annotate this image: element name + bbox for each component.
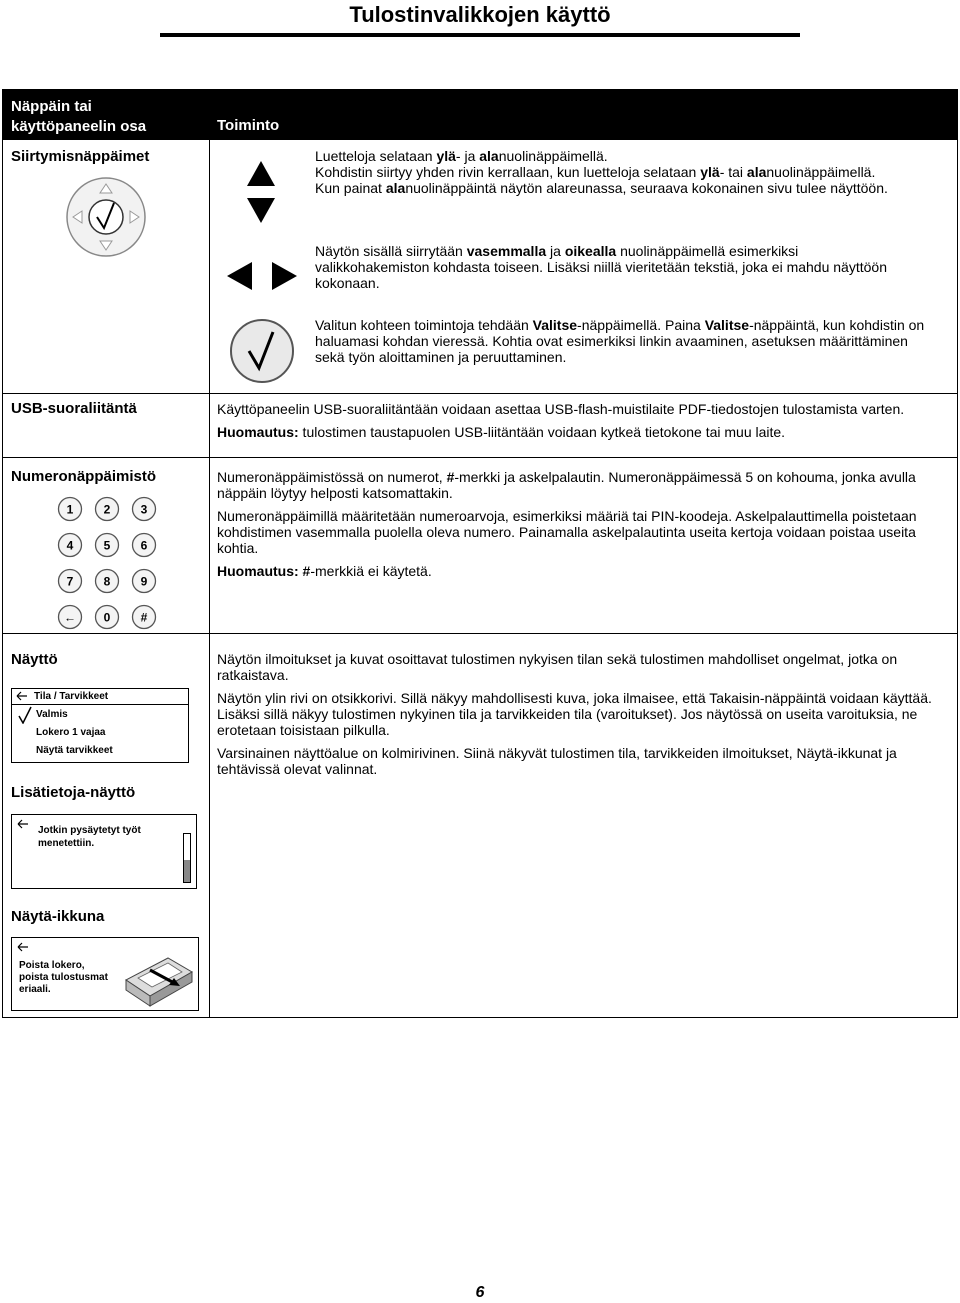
- page-number: 6: [475, 1284, 485, 1301]
- key-4: [57, 532, 83, 558]
- key-7: [57, 568, 83, 594]
- key-hash: [131, 604, 157, 630]
- row-divider: [3, 393, 957, 394]
- back-icon: [15, 690, 29, 702]
- key-2: [94, 496, 120, 522]
- updown-description: Luetteloja selataan ylä- ja alanuolinäppäimellä. Kohdistin siirtyy yhden rivin kerrallaan, kun luetteloja selataan ylä- tai alanuolinäppäimellä. Kun painat alanuolinäppäintä näytön alareunassa, seuraava kokonainen sivu tulee näyttöön.: [315, 148, 888, 196]
- display-screen-example: [11, 688, 189, 763]
- row-divider: [3, 633, 957, 634]
- key-backspace: [57, 604, 83, 630]
- nav-keys-icon: [65, 176, 147, 258]
- key-label: 8: [103, 574, 111, 589]
- key-label: #: [140, 610, 148, 625]
- key-5: [94, 532, 120, 558]
- key-9: [131, 568, 157, 594]
- row-label-usb: USB-suoraliitäntä: [11, 400, 137, 417]
- header-col2: Toiminto: [217, 117, 280, 134]
- show-line-3: eriaali.: [19, 984, 51, 995]
- key-label: 1: [66, 502, 74, 517]
- key-label: 0: [103, 610, 111, 625]
- key-3: [131, 496, 157, 522]
- key-label: 2: [103, 502, 111, 517]
- column-divider: [209, 140, 210, 393]
- leftright-description: Näytön sisällä siirrytään vasemmalla ja oikealla nuolinäppäimellä esimerkiksi valikkohakemiston kohdasta toiseen. Lisäksi niillä vieritetään tekstiä, joka ei mahdu näyttöön kokonaan.: [315, 243, 887, 291]
- info-line-2: menetettiin.: [38, 838, 95, 849]
- key-label: 6: [140, 538, 148, 553]
- display-header-line: Tila / Tarvikkeet: [34, 691, 109, 702]
- row-label-display: Näyttö: [11, 651, 58, 668]
- column-divider: [209, 393, 210, 457]
- header-col1: Näppäin tai käyttöpaneelin osa: [11, 98, 147, 135]
- keys-table: [2, 89, 958, 1018]
- key-label: 7: [66, 574, 74, 589]
- display-line-2: Lokero 1 vajaa: [36, 727, 106, 738]
- row-label-show: Näytä-ikkuna: [11, 908, 105, 925]
- keypad-description: Numeronäppäimistössä on numerot, #-merkki ja askelpalautin. Numeronäppäimessä 5 on kohouma, jonka avulla näppäin löytyy helposti katsomattakin. Numeronäppäimillä määritetään numeroarvoja, esimerkiksi määriä tai PIN-koodeja. Askelpalauttimella poistetaan kohdistimen vasemmalla puolella oleva numero. Painamalla askelpalautinta useita kertoja voidaan poistaa useita kohtia. Huomautus: #-merkkiä ei käytetä.: [217, 469, 917, 579]
- column-divider: [209, 633, 210, 1017]
- show-line-1: Poista lokero,: [19, 960, 85, 971]
- back-icon: [16, 818, 30, 830]
- select-button-icon: [229, 318, 295, 384]
- row-label-keypad: Numeronäppäimistö: [11, 468, 157, 485]
- show-line-2: poista tulostusmat: [19, 972, 108, 983]
- key-0: [94, 604, 120, 630]
- scrollbar: [183, 833, 191, 883]
- key-label: 5: [103, 538, 111, 553]
- display-description: Näytön ilmoitukset ja kuvat osoittavat tulostimen nykyisen tilan sekä tulostimen mahdolliset ongelmat, jotka on ratkaistava. Näytön ylin rivi on otsikkorivi. Sillä näkyy mahdollisesti kuva, joka ilmaisee, että Takaisin-näppäintä voidaan käyttää. Lisäksi sillä näkyy tulostimen nykyinen tila ja tarvikkeiden tila (varoitukset). Jos näytössä on useita varoituksia, ne erotetaan toisistaan pilkulla. Varsinainen näyttöalue on kolmirivinen. Siinä näkyvät tulostimen tila, tarvikkeiden ilmoitukset, Näytä-ikkunat ja tehtävissä olevat valinnat.: [217, 651, 932, 777]
- row-label-info: Lisätietoja-näyttö: [11, 784, 136, 801]
- select-description: Valitun kohteen toimintoja tehdään Valitse-näppäimellä. Paina Valitse-näppäintä, kun kohdistin on haluamasi kohdan vieressä. Kohtia ovat esimerkiksi linkin avaaminen, asetuksen määrittäminen sekä työn aloittaminen ja peruuttaminen.: [315, 317, 925, 365]
- back-icon: [16, 941, 30, 953]
- column-divider: [209, 457, 210, 633]
- info-screen-example: [11, 814, 197, 889]
- paper-tray-icon: [124, 952, 194, 1008]
- key-label: 9: [140, 574, 148, 589]
- usb-description: Käyttöpaneelin USB-suoraliitäntään voidaan asettaa USB-flash-muistilaite PDF-tiedostojen tulostamista varten. Huomautus: tulostimen taustapuolen USB-liitäntään voidaan kytkeä tietokone tai muu laite.: [217, 401, 905, 440]
- page-title: Tulostinvalikkojen käyttö: [349, 2, 611, 27]
- display-line-3: Näytä tarvikkeet: [36, 745, 113, 756]
- left-right-arrow-icon: [227, 261, 297, 291]
- row-divider: [3, 457, 957, 458]
- key-6: [131, 532, 157, 558]
- table-header: [3, 90, 957, 140]
- up-down-arrow-icon: [246, 161, 276, 223]
- key-8: [94, 568, 120, 594]
- title-rule: [160, 33, 800, 37]
- key-label: ←: [64, 610, 76, 625]
- key-label: 4: [66, 538, 74, 553]
- key-label: 3: [140, 502, 148, 517]
- display-line-1: Valmis: [36, 709, 68, 720]
- checkmark-icon: [18, 706, 32, 724]
- scrollbar-thumb: [184, 860, 190, 882]
- info-line-1: Jotkin pysäytetyt työt: [38, 825, 141, 836]
- key-1: [57, 496, 83, 522]
- display-header-divider: [12, 704, 188, 705]
- show-screen-example: [11, 937, 199, 1011]
- row-label-nav: Siirtymisnäppäimet: [11, 148, 150, 165]
